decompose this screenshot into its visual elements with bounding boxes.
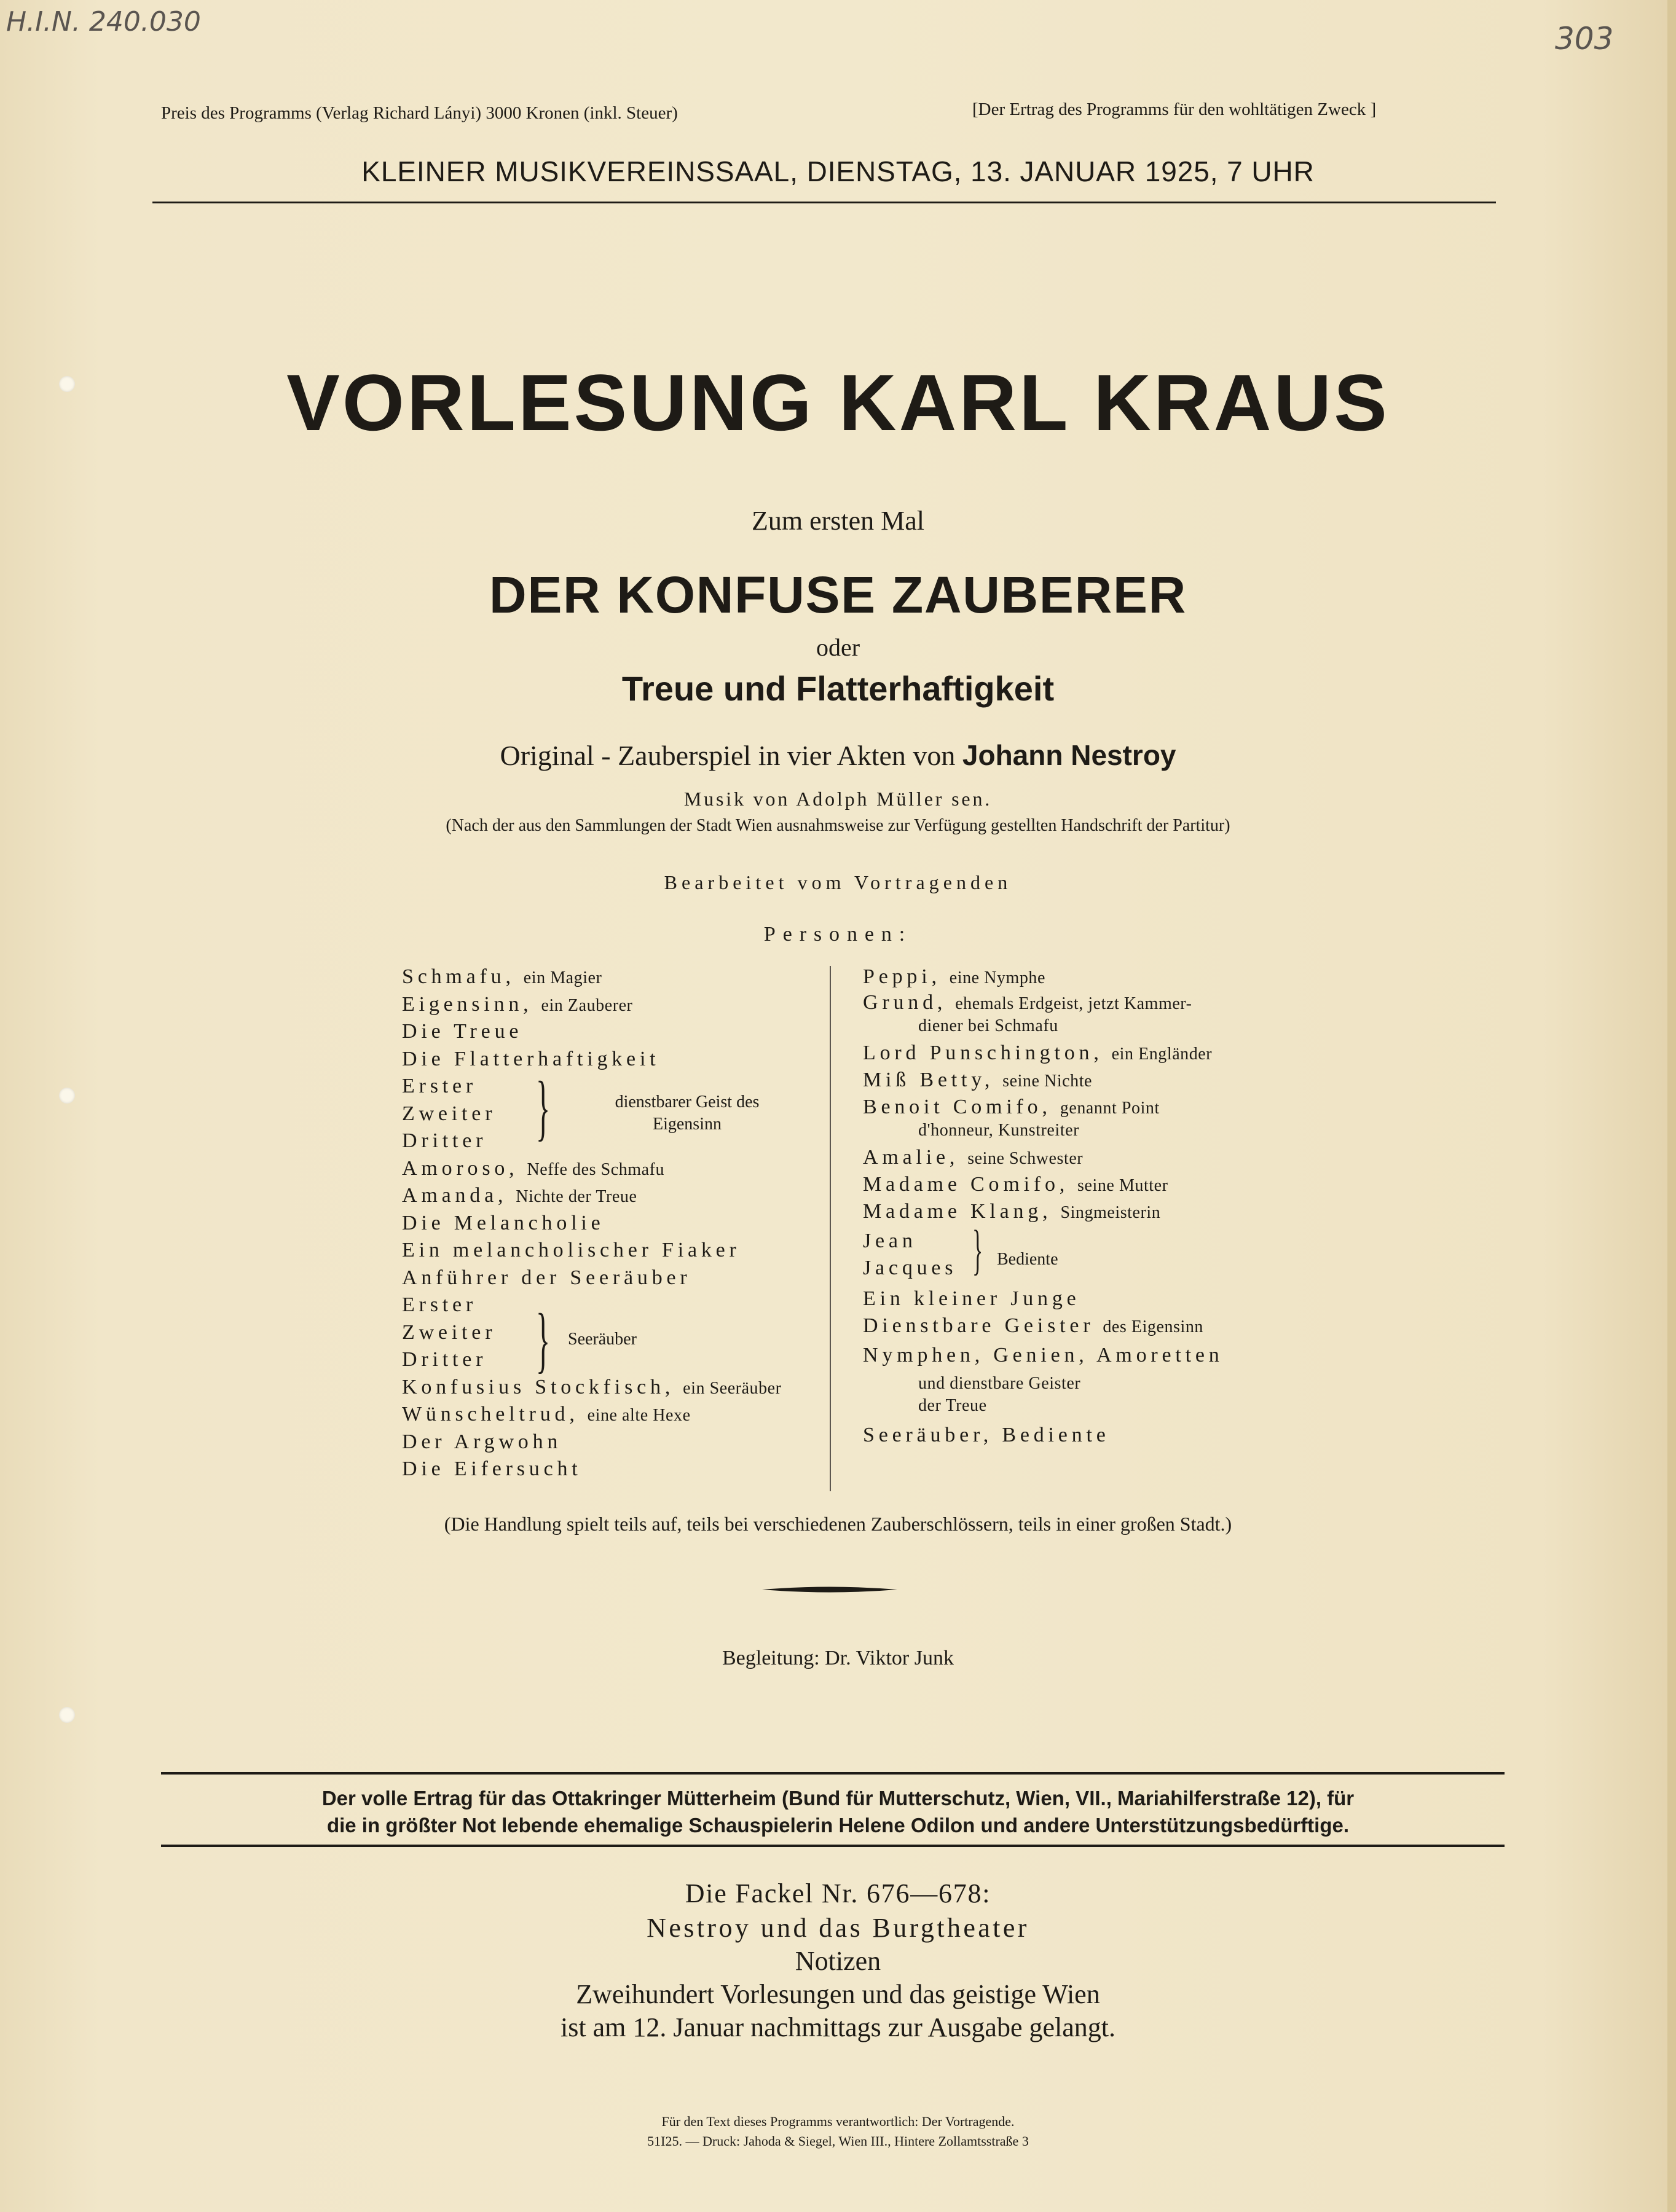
cast-right-row: [863, 1144, 1083, 1172]
fackel-line1: Die Fackel Nr. 676—678:: [685, 1878, 991, 1908]
cast-name: Benoit Comifo,: [863, 1096, 1052, 1118]
cast-name: Jacques: [863, 1257, 958, 1279]
cast-right-row: [863, 1067, 1092, 1095]
premiere-line: Zum ersten Mal: [751, 506, 925, 536]
punch-hole-bottom: [59, 1707, 75, 1723]
cast-left-row: [402, 963, 602, 992]
header-rule: [152, 202, 1496, 203]
cast-name: Die Treue: [402, 1020, 523, 1043]
author-name: Johann Nestroy: [962, 739, 1176, 771]
page-title: VORLESUNG KARL KRAUS: [286, 358, 1390, 447]
left-group1-desc-line2: Eigensinn: [653, 1115, 722, 1134]
cast-name: Madame Klang,: [863, 1200, 1052, 1223]
cast-left-row: [402, 1292, 477, 1319]
cast-description: Neffe des Schmafu: [527, 1159, 665, 1179]
cast-column-divider: [830, 966, 831, 1491]
cast-description: eine Nymphe: [949, 968, 1045, 987]
price-text: Preis des Programms (Verlag Richard Lányi) 3000 Kronen (inkl. Steuer): [161, 103, 678, 123]
cast-name: Dritter: [402, 1348, 487, 1371]
left-group2-desc: Seeräuber: [568, 1330, 637, 1349]
cast-name: Wünscheltrud,: [402, 1403, 579, 1426]
cast-description: Nichte der Treue: [516, 1187, 637, 1206]
charity-rule-bottom: [161, 1845, 1505, 1847]
cast-name: Amalie,: [863, 1146, 959, 1169]
cast-description: d'honneur, Kunstreiter: [918, 1121, 1079, 1140]
cast-name: Jean: [863, 1230, 917, 1252]
setting-note: (Die Handlung spielt teils auf, teils bei verschiedenen Zauberschlössern, teils in einer großen Stadt.): [444, 1513, 1232, 1535]
cast-name: Zweiter: [402, 1320, 497, 1344]
cast-left-row: [402, 1265, 691, 1292]
cast-name: Die Melancholie: [402, 1211, 605, 1234]
play-subtitle: Treue und Flatterhaftigkeit: [621, 669, 1055, 708]
cast-description: des Eigensinn: [1103, 1317, 1203, 1336]
cast-name: Amoroso,: [402, 1156, 519, 1180]
charity-line1: Der volle Ertrag für das Ottakringer Mütterheim (Bund für Mutterschutz, Wien, VII., Mariahilferstraße 12), für: [321, 1787, 1355, 1810]
cast-name: Miß Betty,: [863, 1069, 994, 1091]
cast-right-row: [918, 1391, 987, 1419]
cast-description: seine Nichte: [1002, 1072, 1093, 1091]
adapted-line: Bearbeitet vom Vortragenden: [664, 871, 1012, 893]
cast-left-row: [402, 1401, 691, 1429]
cast-name: Seeräuber, Bediente: [863, 1424, 1110, 1446]
cast-name: Konfusius Stockfisch,: [402, 1375, 675, 1398]
cast-description: seine Mutter: [1077, 1176, 1168, 1195]
accompaniment-line: Begleitung: Dr. Viktor Junk: [722, 1647, 954, 1669]
archive-page-number: 303: [1555, 21, 1614, 57]
fackel-line3: Notizen: [795, 1946, 881, 1976]
cast-description: diener bei Schmafu: [918, 1016, 1058, 1035]
cast-name: Peppi,: [863, 965, 941, 988]
cast-right-row: [863, 1342, 1224, 1369]
cast-name: Nymphen, Genien, Amoretten: [863, 1344, 1224, 1367]
cast-left-row: [402, 991, 632, 1019]
score-note: (Nach der aus den Sammlungen der Stadt Wien ausnahmsweise zur Verfügung gestellten Handschrift der Partitur): [446, 816, 1230, 835]
cast-name: Grund,: [863, 991, 947, 1014]
cast-left-row: [402, 1073, 477, 1100]
cast-name: Erster: [402, 1075, 477, 1097]
cast-name: Zweiter: [402, 1102, 497, 1125]
left-group1-desc-line1: dienstbarer Geist des: [615, 1092, 760, 1112]
cast-right-row: [863, 1198, 1160, 1226]
ornament-rule: [762, 1585, 897, 1594]
cast-left-row: [402, 1018, 522, 1045]
cast-right-row: [918, 1116, 1079, 1144]
cast-left-row: [402, 1155, 664, 1183]
cast-description: Singmeisterin: [1060, 1203, 1161, 1222]
cast-name: Dienstbare Geister: [863, 1314, 1095, 1337]
cast-description: ein Zauberer: [541, 995, 633, 1015]
cast-description: und dienstbare Geister: [918, 1374, 1081, 1393]
cast-name: Lord Punschington,: [863, 1041, 1103, 1064]
cast-left-row: [402, 1237, 741, 1264]
cast-left-row: [402, 1346, 487, 1373]
proceeds-text: [Der Ertrag des Programms für den wohltätigen Zweck ]: [972, 100, 1377, 119]
cast-name: Die Flatterhaftigkeit: [402, 1047, 660, 1070]
cast-right-row: [863, 1040, 1212, 1068]
cast-description: eine alte Hexe: [587, 1406, 691, 1425]
fackel-line5: ist am 12. Januar nachmittags zur Ausgabe gelangt.: [561, 2012, 1115, 2042]
cast-description: ein Seeräuber: [683, 1378, 782, 1398]
cast-description: genannt Point: [1060, 1099, 1160, 1118]
cast-right-row: [863, 1228, 917, 1255]
left-group1-desc: [564, 1091, 810, 1135]
cast-name: Der Argwohn: [402, 1430, 562, 1453]
cast-right-row: [863, 1285, 1080, 1312]
venue-date: KLEINER MUSIKVEREINSSAAL, DIENSTAG, 13. JANUAR 1925, 7 UHR: [361, 155, 1315, 187]
cast-name: Die Eifersucht: [402, 1457, 582, 1480]
cast-description: ehemals Erdgeist, jetzt Kammer-: [955, 994, 1192, 1013]
cast-left-row: [402, 1456, 582, 1483]
right-group-desc: Bediente: [997, 1250, 1058, 1269]
cast-name: Erster: [402, 1293, 477, 1316]
cast-right-row: [863, 963, 1045, 992]
cast-left-row: [402, 1374, 782, 1402]
cast-right-row: [863, 1312, 1203, 1341]
music-credit: Musik von Adolph Müller sen.: [683, 788, 993, 810]
cast-left-row: [402, 1429, 562, 1456]
genre-prefix: Original - Zauberspiel in vier Akten von: [500, 740, 956, 771]
cast-description: der Treue: [918, 1396, 987, 1415]
cast-right-row: [863, 1171, 1168, 1199]
play-title: DER KONFUSE ZAUBERER: [489, 566, 1187, 624]
brace-right-group: }: [972, 1220, 983, 1281]
cast-description: seine Schwester: [967, 1149, 1084, 1168]
cast-right-row: [863, 1422, 1110, 1449]
cast-left-row: [402, 1046, 659, 1073]
personen-heading: Personen:: [763, 923, 913, 946]
cast-right-row: [863, 1255, 957, 1282]
cast-left-row: [402, 1100, 496, 1128]
cast-name: Anführer der Seeräuber: [402, 1266, 691, 1289]
cast-left-row: [402, 1182, 637, 1210]
cast-right-row: [918, 1011, 1058, 1040]
punch-hole-middle: [59, 1088, 75, 1104]
cast-name: Ein melancholischer Fiaker: [402, 1239, 741, 1261]
fackel-line4: Zweihundert Vorlesungen und das geistige Wien: [576, 1979, 1100, 2009]
cast-name: Dritter: [402, 1129, 487, 1152]
cast-name: Eigensinn,: [402, 992, 533, 1016]
charity-line2: die in größter Not lebende ehemalige Schauspielerin Helene Odilon und andere Unterstützungsbedürftige.: [326, 1814, 1350, 1837]
cast-name: Ein kleiner Junge: [863, 1287, 1080, 1310]
cast-left-row: [402, 1210, 605, 1237]
archive-shelfmark: H.I.N. 240.030: [6, 6, 201, 37]
cast-name: Schmafu,: [402, 965, 515, 988]
cast-left-row: [402, 1128, 487, 1155]
cast-name: Amanda,: [402, 1184, 508, 1207]
brace-left-group1: }: [536, 1066, 551, 1148]
cast-name: Madame Comifo,: [863, 1173, 1069, 1196]
cast-description: ein Magier: [523, 968, 602, 987]
charity-rule-top: [161, 1772, 1505, 1775]
fackel-line2: Nestroy und das Burgtheater: [647, 1913, 1029, 1943]
cast-left-row: [402, 1319, 496, 1346]
imprint-line1: Für den Text dieses Programms verantwortlich: Der Vortragende.: [661, 2114, 1015, 2129]
imprint-line2: 51I25. — Druck: Jahoda & Siegel, Wien III., Hintere Zollamtsstraße 3: [647, 2133, 1029, 2149]
brace-left-group2: }: [536, 1298, 551, 1380]
genre-line: [0, 739, 1676, 772]
oder-line: oder: [816, 633, 860, 661]
cast-description: ein Engländer: [1111, 1045, 1213, 1064]
